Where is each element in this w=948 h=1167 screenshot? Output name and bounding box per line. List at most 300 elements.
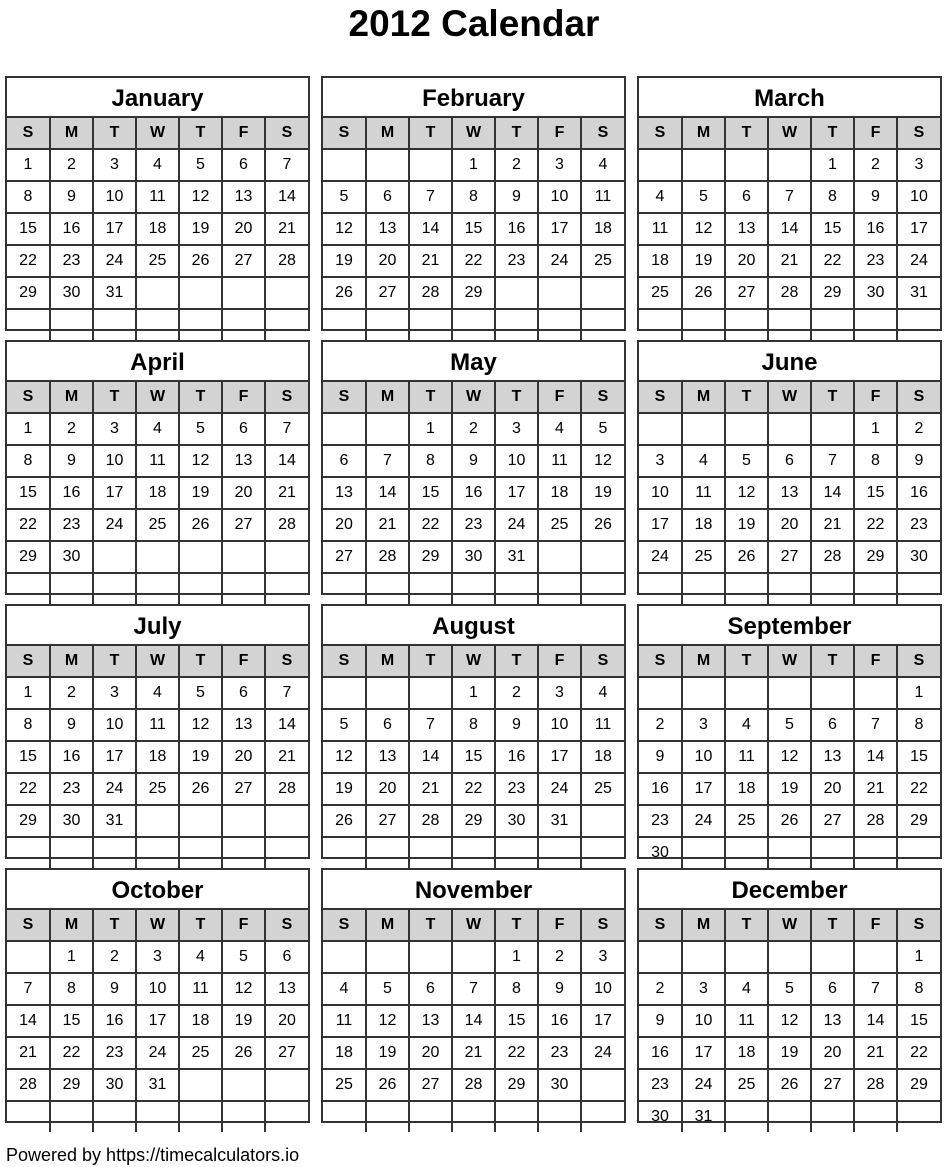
weekday-header-row bbox=[7, 118, 308, 149]
day-cell bbox=[409, 573, 452, 604]
day-cell: 31 bbox=[93, 805, 136, 837]
day-cell: 10 bbox=[639, 477, 682, 509]
day-cell: 27 bbox=[768, 541, 811, 573]
week-row bbox=[639, 773, 940, 805]
day-cell: 31 bbox=[495, 541, 538, 573]
day-cell: 10 bbox=[538, 709, 581, 741]
day-cell: 24 bbox=[136, 1037, 179, 1069]
day-cell bbox=[179, 573, 222, 604]
day-cell: 2 bbox=[93, 941, 136, 973]
weekday-header: W bbox=[768, 382, 811, 413]
day-cell: 14 bbox=[265, 445, 308, 477]
day-cell: 15 bbox=[811, 213, 854, 245]
day-cell: 21 bbox=[854, 1037, 897, 1069]
day-cell bbox=[323, 149, 366, 181]
day-cell bbox=[538, 541, 581, 573]
day-cell: 5 bbox=[222, 941, 265, 973]
day-cell bbox=[366, 309, 409, 340]
week-row bbox=[7, 837, 308, 868]
day-cell bbox=[50, 1101, 93, 1132]
day-cell: 16 bbox=[897, 477, 940, 509]
day-cell bbox=[136, 309, 179, 340]
day-cell: 7 bbox=[409, 709, 452, 741]
day-cell: 5 bbox=[768, 973, 811, 1005]
day-cell: 25 bbox=[725, 805, 768, 837]
day-cell: 10 bbox=[538, 181, 581, 213]
day-cell: 17 bbox=[682, 1037, 725, 1069]
day-cell bbox=[538, 573, 581, 604]
weekday-header: M bbox=[50, 118, 93, 149]
week-row bbox=[639, 413, 940, 445]
day-cell: 5 bbox=[323, 709, 366, 741]
day-cell bbox=[93, 837, 136, 868]
day-cell: 18 bbox=[639, 245, 682, 277]
day-cell: 25 bbox=[179, 1037, 222, 1069]
weekday-header: T bbox=[93, 118, 136, 149]
day-cell: 2 bbox=[495, 677, 538, 709]
weekday-header: S bbox=[265, 118, 308, 149]
day-cell: 25 bbox=[136, 509, 179, 541]
weekday-header: M bbox=[50, 646, 93, 677]
day-cell: 30 bbox=[50, 805, 93, 837]
day-cell bbox=[811, 413, 854, 445]
day-cell bbox=[179, 837, 222, 868]
week-row bbox=[323, 1069, 624, 1101]
day-cell bbox=[639, 573, 682, 604]
weekday-header-row bbox=[7, 382, 308, 413]
day-cell bbox=[897, 573, 940, 604]
day-cell: 5 bbox=[366, 973, 409, 1005]
week-row bbox=[639, 1037, 940, 1069]
day-cell: 20 bbox=[222, 477, 265, 509]
day-cell bbox=[179, 805, 222, 837]
day-cell: 3 bbox=[682, 973, 725, 1005]
day-cell: 25 bbox=[538, 509, 581, 541]
day-cell: 15 bbox=[7, 477, 50, 509]
day-cell: 22 bbox=[495, 1037, 538, 1069]
day-cell bbox=[768, 837, 811, 868]
weekday-header: W bbox=[136, 910, 179, 941]
month-name: May bbox=[323, 342, 624, 382]
weekday-header: F bbox=[538, 118, 581, 149]
day-cell: 13 bbox=[222, 181, 265, 213]
week-row bbox=[7, 973, 308, 1005]
day-cell bbox=[682, 677, 725, 709]
day-cell: 14 bbox=[7, 1005, 50, 1037]
day-cell: 2 bbox=[50, 413, 93, 445]
day-cell: 28 bbox=[854, 805, 897, 837]
day-cell: 1 bbox=[897, 677, 940, 709]
weekday-header: W bbox=[452, 118, 495, 149]
weekday-header: F bbox=[854, 910, 897, 941]
week-row bbox=[7, 509, 308, 541]
day-cell bbox=[366, 677, 409, 709]
day-cell: 15 bbox=[897, 1005, 940, 1037]
day-cell: 11 bbox=[581, 181, 624, 213]
day-cell: 25 bbox=[682, 541, 725, 573]
day-cell bbox=[222, 1069, 265, 1101]
week-row bbox=[7, 413, 308, 445]
day-cell: 18 bbox=[136, 741, 179, 773]
day-cell: 26 bbox=[768, 1069, 811, 1101]
weekday-header: S bbox=[581, 910, 624, 941]
day-cell bbox=[179, 277, 222, 309]
day-cell: 13 bbox=[811, 1005, 854, 1037]
weekday-header: M bbox=[682, 910, 725, 941]
day-cell bbox=[725, 1101, 768, 1132]
day-cell: 22 bbox=[897, 773, 940, 805]
day-cell: 8 bbox=[7, 445, 50, 477]
day-cell: 22 bbox=[7, 509, 50, 541]
day-cell bbox=[538, 309, 581, 340]
day-cell: 31 bbox=[136, 1069, 179, 1101]
day-cell: 23 bbox=[854, 245, 897, 277]
day-cell bbox=[725, 941, 768, 973]
day-cell: 19 bbox=[682, 245, 725, 277]
day-cell: 3 bbox=[93, 413, 136, 445]
day-cell bbox=[222, 309, 265, 340]
day-cell: 1 bbox=[897, 941, 940, 973]
day-cell bbox=[682, 837, 725, 868]
day-cell: 18 bbox=[179, 1005, 222, 1037]
day-cell: 9 bbox=[897, 445, 940, 477]
day-cell: 11 bbox=[136, 445, 179, 477]
day-cell: 29 bbox=[897, 1069, 940, 1101]
day-cell: 12 bbox=[366, 1005, 409, 1037]
day-cell bbox=[768, 149, 811, 181]
day-cell bbox=[811, 941, 854, 973]
weekday-header: T bbox=[725, 910, 768, 941]
day-cell: 13 bbox=[366, 741, 409, 773]
week-row bbox=[639, 541, 940, 573]
day-cell: 11 bbox=[682, 477, 725, 509]
day-cell: 27 bbox=[811, 1069, 854, 1101]
weekday-header-row bbox=[639, 118, 940, 149]
weekday-header: S bbox=[265, 646, 308, 677]
day-cell: 22 bbox=[452, 773, 495, 805]
day-cell: 20 bbox=[811, 1037, 854, 1069]
week-row bbox=[7, 1005, 308, 1037]
day-cell: 14 bbox=[811, 477, 854, 509]
weekday-header: S bbox=[581, 646, 624, 677]
day-cell bbox=[538, 277, 581, 309]
day-cell: 26 bbox=[366, 1069, 409, 1101]
week-row bbox=[323, 1037, 624, 1069]
day-cell: 4 bbox=[136, 149, 179, 181]
day-cell bbox=[639, 309, 682, 340]
day-cell bbox=[811, 677, 854, 709]
day-cell bbox=[495, 1101, 538, 1132]
day-cell: 1 bbox=[7, 413, 50, 445]
day-cell bbox=[222, 277, 265, 309]
day-cell: 29 bbox=[495, 1069, 538, 1101]
day-cell: 30 bbox=[538, 1069, 581, 1101]
day-cell: 13 bbox=[768, 477, 811, 509]
week-row bbox=[323, 805, 624, 837]
day-cell: 6 bbox=[366, 709, 409, 741]
day-cell bbox=[768, 941, 811, 973]
day-cell: 14 bbox=[265, 181, 308, 213]
weekday-header: T bbox=[725, 118, 768, 149]
day-cell: 27 bbox=[409, 1069, 452, 1101]
weekday-header: M bbox=[366, 646, 409, 677]
day-cell: 6 bbox=[768, 445, 811, 477]
weekday-header: T bbox=[725, 382, 768, 413]
week-row bbox=[7, 677, 308, 709]
day-cell bbox=[452, 573, 495, 604]
month-january bbox=[5, 76, 310, 331]
week-row bbox=[7, 445, 308, 477]
day-cell bbox=[50, 309, 93, 340]
day-cell: 14 bbox=[265, 709, 308, 741]
day-cell bbox=[854, 309, 897, 340]
week-row bbox=[7, 477, 308, 509]
weekday-header: S bbox=[639, 382, 682, 413]
weekday-header: S bbox=[7, 910, 50, 941]
day-cell bbox=[222, 541, 265, 573]
day-cell bbox=[581, 1101, 624, 1132]
day-cell: 12 bbox=[768, 1005, 811, 1037]
day-cell: 16 bbox=[452, 477, 495, 509]
day-cell: 3 bbox=[538, 149, 581, 181]
day-cell: 22 bbox=[811, 245, 854, 277]
day-cell: 20 bbox=[222, 213, 265, 245]
day-cell: 17 bbox=[495, 477, 538, 509]
day-cell: 16 bbox=[495, 213, 538, 245]
day-cell: 7 bbox=[811, 445, 854, 477]
day-cell: 26 bbox=[725, 541, 768, 573]
month-table bbox=[639, 646, 940, 868]
day-cell bbox=[7, 573, 50, 604]
day-cell: 14 bbox=[768, 213, 811, 245]
day-cell: 17 bbox=[581, 1005, 624, 1037]
day-cell: 23 bbox=[50, 773, 93, 805]
day-cell: 13 bbox=[366, 213, 409, 245]
day-cell: 23 bbox=[495, 773, 538, 805]
day-cell bbox=[725, 837, 768, 868]
day-cell: 20 bbox=[725, 245, 768, 277]
day-cell: 10 bbox=[682, 1005, 725, 1037]
day-cell: 27 bbox=[366, 277, 409, 309]
day-cell bbox=[538, 1101, 581, 1132]
day-cell: 3 bbox=[93, 677, 136, 709]
day-cell: 30 bbox=[452, 541, 495, 573]
day-cell bbox=[495, 309, 538, 340]
day-cell: 24 bbox=[538, 245, 581, 277]
day-cell: 23 bbox=[538, 1037, 581, 1069]
weekday-header-row bbox=[639, 646, 940, 677]
day-cell bbox=[495, 837, 538, 868]
week-row bbox=[7, 309, 308, 340]
day-cell: 3 bbox=[897, 149, 940, 181]
day-cell: 2 bbox=[639, 709, 682, 741]
day-cell: 19 bbox=[768, 773, 811, 805]
weekday-header: T bbox=[93, 382, 136, 413]
week-row bbox=[639, 573, 940, 604]
weekday-header: F bbox=[854, 382, 897, 413]
day-cell: 23 bbox=[897, 509, 940, 541]
weekday-header: T bbox=[495, 118, 538, 149]
day-cell: 6 bbox=[222, 677, 265, 709]
day-cell: 19 bbox=[768, 1037, 811, 1069]
day-cell: 6 bbox=[222, 149, 265, 181]
day-cell: 30 bbox=[854, 277, 897, 309]
day-cell: 7 bbox=[265, 413, 308, 445]
month-table bbox=[639, 382, 940, 604]
day-cell bbox=[265, 541, 308, 573]
day-cell: 18 bbox=[323, 1037, 366, 1069]
day-cell: 8 bbox=[897, 973, 940, 1005]
day-cell: 9 bbox=[93, 973, 136, 1005]
day-cell: 6 bbox=[811, 973, 854, 1005]
day-cell: 27 bbox=[222, 773, 265, 805]
weekday-header: M bbox=[682, 118, 725, 149]
weekday-header: S bbox=[323, 910, 366, 941]
day-cell: 14 bbox=[452, 1005, 495, 1037]
weekday-header-row bbox=[639, 910, 940, 941]
day-cell: 5 bbox=[725, 445, 768, 477]
month-name: November bbox=[323, 870, 624, 910]
day-cell: 12 bbox=[682, 213, 725, 245]
day-cell: 29 bbox=[854, 541, 897, 573]
weekday-header: S bbox=[265, 910, 308, 941]
day-cell bbox=[495, 573, 538, 604]
month-september bbox=[637, 604, 942, 859]
day-cell: 10 bbox=[495, 445, 538, 477]
day-cell: 31 bbox=[538, 805, 581, 837]
day-cell: 22 bbox=[854, 509, 897, 541]
day-cell bbox=[323, 413, 366, 445]
day-cell: 21 bbox=[409, 245, 452, 277]
day-cell bbox=[639, 149, 682, 181]
day-cell: 30 bbox=[639, 837, 682, 868]
weekday-header: M bbox=[50, 382, 93, 413]
day-cell: 18 bbox=[538, 477, 581, 509]
day-cell: 12 bbox=[179, 709, 222, 741]
day-cell: 31 bbox=[897, 277, 940, 309]
day-cell bbox=[50, 573, 93, 604]
day-cell: 16 bbox=[639, 1037, 682, 1069]
day-cell: 15 bbox=[452, 213, 495, 245]
week-row bbox=[639, 277, 940, 309]
day-cell: 7 bbox=[452, 973, 495, 1005]
day-cell: 3 bbox=[538, 677, 581, 709]
weekday-header: T bbox=[811, 646, 854, 677]
day-cell: 12 bbox=[581, 445, 624, 477]
day-cell: 23 bbox=[639, 805, 682, 837]
week-row bbox=[323, 973, 624, 1005]
month-april bbox=[5, 340, 310, 595]
day-cell: 15 bbox=[50, 1005, 93, 1037]
day-cell bbox=[409, 941, 452, 973]
day-cell bbox=[452, 941, 495, 973]
day-cell: 27 bbox=[725, 277, 768, 309]
day-cell: 24 bbox=[93, 773, 136, 805]
day-cell: 6 bbox=[222, 413, 265, 445]
week-row bbox=[323, 445, 624, 477]
day-cell: 25 bbox=[136, 773, 179, 805]
day-cell: 19 bbox=[179, 741, 222, 773]
day-cell bbox=[265, 1101, 308, 1132]
week-row bbox=[7, 1069, 308, 1101]
week-row bbox=[323, 477, 624, 509]
day-cell: 28 bbox=[768, 277, 811, 309]
day-cell bbox=[179, 309, 222, 340]
day-cell: 6 bbox=[409, 973, 452, 1005]
month-table bbox=[7, 910, 308, 1132]
day-cell: 9 bbox=[639, 1005, 682, 1037]
month-name: December bbox=[639, 870, 940, 910]
day-cell: 28 bbox=[811, 541, 854, 573]
day-cell: 17 bbox=[682, 773, 725, 805]
day-cell: 24 bbox=[682, 1069, 725, 1101]
day-cell: 22 bbox=[50, 1037, 93, 1069]
day-cell: 24 bbox=[93, 245, 136, 277]
day-cell: 16 bbox=[50, 741, 93, 773]
day-cell: 10 bbox=[136, 973, 179, 1005]
day-cell: 1 bbox=[7, 677, 50, 709]
day-cell: 28 bbox=[452, 1069, 495, 1101]
week-row bbox=[639, 805, 940, 837]
day-cell bbox=[50, 837, 93, 868]
day-cell: 3 bbox=[639, 445, 682, 477]
day-cell: 22 bbox=[409, 509, 452, 541]
day-cell: 5 bbox=[179, 413, 222, 445]
weekday-header: T bbox=[179, 118, 222, 149]
day-cell: 2 bbox=[50, 677, 93, 709]
day-cell: 15 bbox=[897, 741, 940, 773]
week-row bbox=[7, 573, 308, 604]
day-cell: 15 bbox=[854, 477, 897, 509]
day-cell: 2 bbox=[897, 413, 940, 445]
day-cell bbox=[768, 309, 811, 340]
day-cell bbox=[7, 941, 50, 973]
day-cell: 8 bbox=[452, 181, 495, 213]
day-cell bbox=[366, 413, 409, 445]
day-cell: 5 bbox=[768, 709, 811, 741]
day-cell bbox=[768, 573, 811, 604]
day-cell: 27 bbox=[811, 805, 854, 837]
day-cell: 28 bbox=[854, 1069, 897, 1101]
week-row bbox=[7, 213, 308, 245]
day-cell: 25 bbox=[725, 1069, 768, 1101]
day-cell bbox=[179, 1101, 222, 1132]
weekday-header: M bbox=[682, 646, 725, 677]
page-title: 2012 Calendar bbox=[348, 3, 600, 44]
month-june bbox=[637, 340, 942, 595]
day-cell: 27 bbox=[366, 805, 409, 837]
day-cell: 26 bbox=[682, 277, 725, 309]
day-cell: 9 bbox=[495, 709, 538, 741]
day-cell: 17 bbox=[538, 213, 581, 245]
month-name: October bbox=[7, 870, 308, 910]
day-cell bbox=[7, 309, 50, 340]
day-cell bbox=[811, 309, 854, 340]
week-row bbox=[639, 941, 940, 973]
day-cell bbox=[136, 805, 179, 837]
day-cell: 11 bbox=[581, 709, 624, 741]
weekday-header: W bbox=[768, 646, 811, 677]
day-cell: 29 bbox=[409, 541, 452, 573]
weekday-header: S bbox=[581, 382, 624, 413]
day-cell bbox=[768, 677, 811, 709]
day-cell: 16 bbox=[50, 477, 93, 509]
day-cell: 2 bbox=[854, 149, 897, 181]
day-cell: 11 bbox=[725, 1005, 768, 1037]
day-cell: 8 bbox=[409, 445, 452, 477]
weekday-header: T bbox=[93, 910, 136, 941]
week-row bbox=[7, 805, 308, 837]
